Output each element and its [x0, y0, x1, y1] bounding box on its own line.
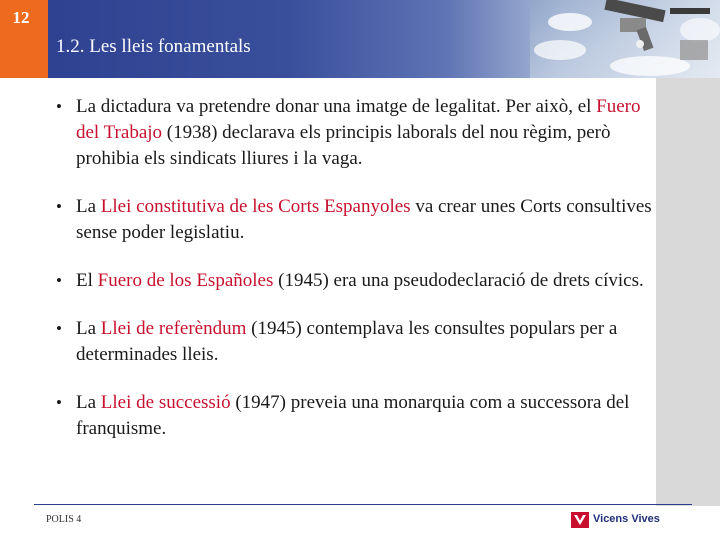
bullet-text: La	[76, 318, 101, 339]
bullet-icon: •	[56, 97, 62, 116]
bullet-item	[46, 316, 658, 368]
bullet-text: (1945) era una pseudodeclaració de drets cívics.	[273, 270, 644, 291]
publisher-name: Vicens Vives	[593, 513, 660, 525]
bullet-text: La	[76, 392, 101, 413]
footer-divider	[34, 504, 692, 505]
highlighted-term: Fuero de los Españoles	[97, 270, 274, 291]
slide-title: 1.2. Les lleis fonamentals	[56, 36, 251, 57]
bullet-item	[46, 94, 658, 172]
slide-number-box	[0, 0, 48, 78]
bullet-text: El	[76, 270, 98, 291]
bullet-icon: •	[56, 393, 62, 412]
bullet-text: (1945) contemplava les consultes populars per a determinades lleis.	[76, 318, 618, 365]
bullet-text: La	[76, 196, 101, 217]
highlighted-term: Llei constitutiva de les Corts Espanyoles	[100, 196, 411, 217]
bullet-text: (1947) preveia una monarquia com a successora del franquisme.	[76, 392, 630, 439]
bullet-icon: •	[56, 319, 62, 338]
right-side-bar	[656, 78, 720, 506]
highlighted-term: Llei de referèndum	[100, 318, 247, 339]
bullet-text: va crear unes Corts consultives sense poder legislatiu.	[76, 196, 652, 243]
space-station-photo	[530, 0, 720, 78]
bullet-item	[46, 194, 658, 246]
bullet-icon: •	[56, 271, 62, 290]
highlighted-term: Llei de successió	[100, 392, 231, 413]
vicens-vives-logo-icon	[571, 512, 589, 528]
bullet-list	[46, 94, 658, 464]
bullet-text: (1938) declarava els principis laborals del nou règim, però prohibia els sindicats lliures i la vaga.	[76, 122, 611, 169]
highlighted-term: Fuero del Trabajo	[76, 96, 641, 143]
bullet-text: La dictadura va pretendre donar una imatge de legalitat. Per això, el	[76, 96, 597, 117]
bullet-item	[46, 390, 658, 442]
publisher-logo	[571, 512, 691, 534]
footer-course-label: POLIS 4	[46, 514, 82, 525]
slide-header	[0, 0, 720, 78]
slide-number: 12	[12, 8, 30, 27]
bullet-icon: •	[56, 197, 62, 216]
bullet-item	[46, 268, 658, 294]
